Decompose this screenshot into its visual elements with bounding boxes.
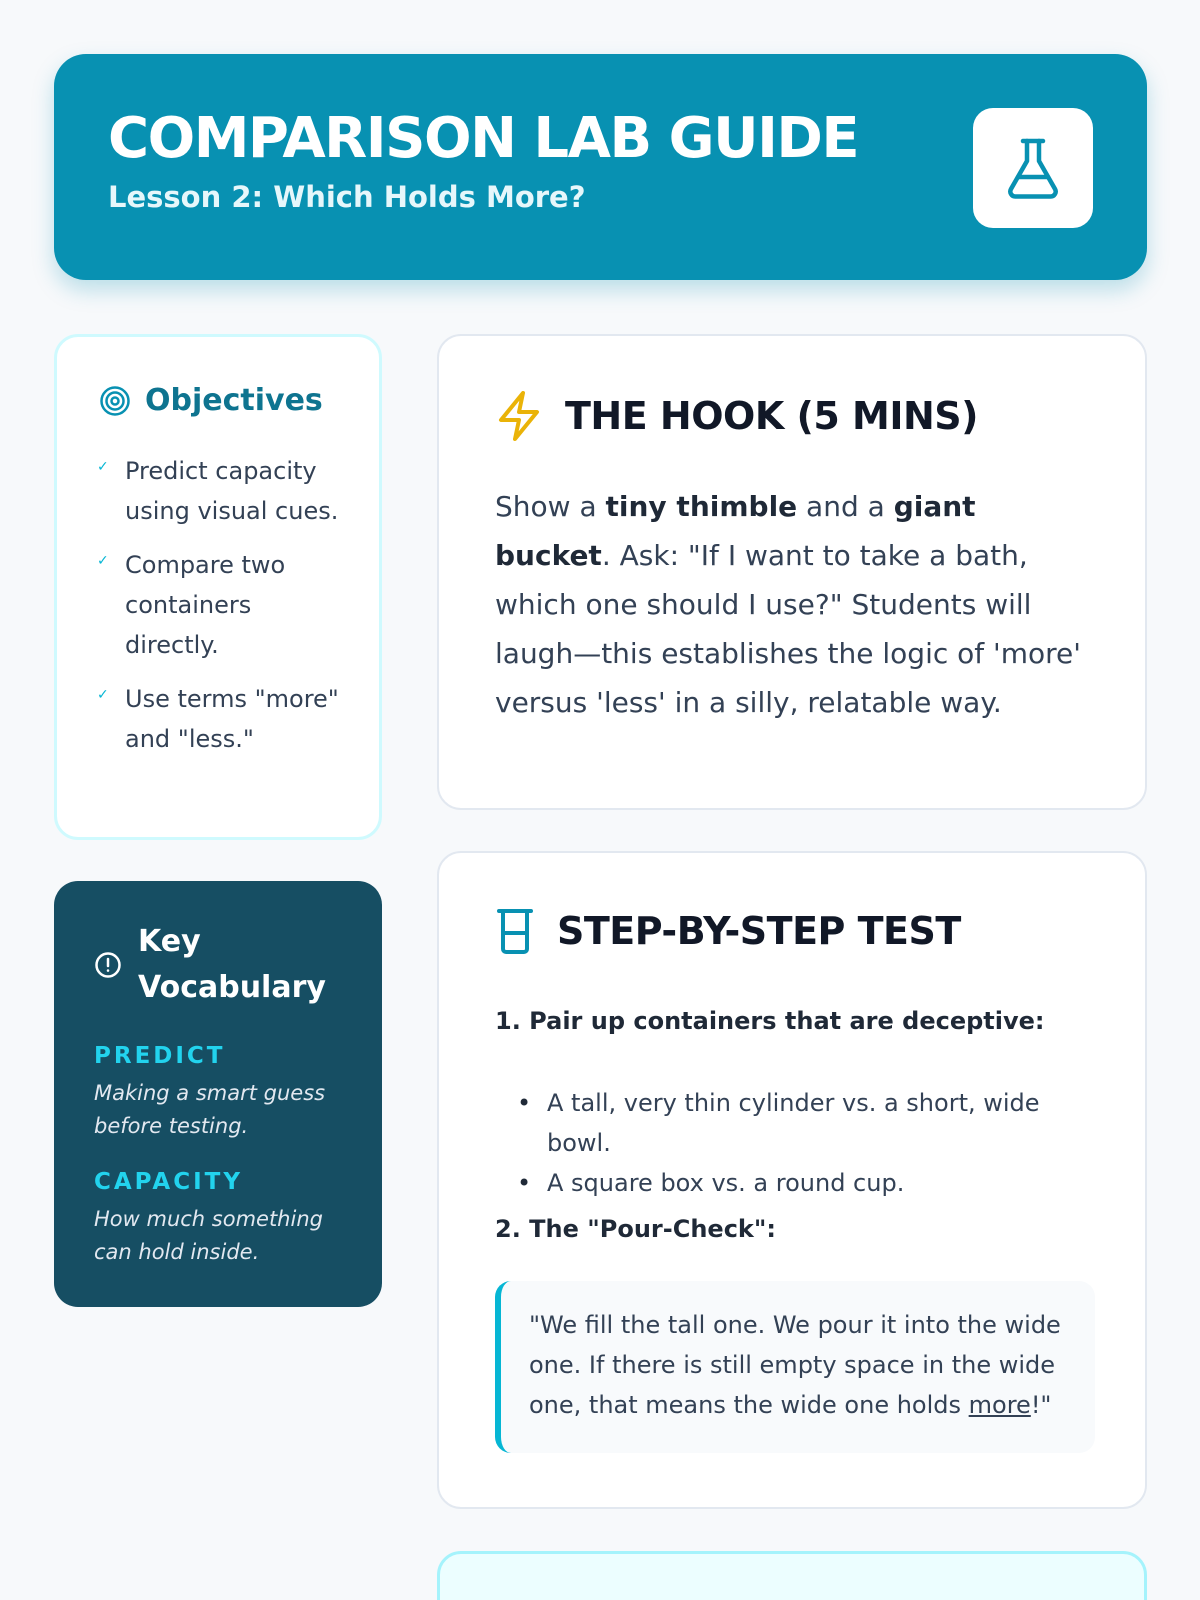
header-banner: [54, 54, 1147, 280]
steps-header: [495, 907, 961, 955]
hook-text: [495, 482, 1095, 727]
alert-circle-icon: [94, 951, 122, 979]
steps-card: [437, 851, 1147, 1509]
hook-emphasis: giant bucket: [495, 490, 976, 572]
hook-emphasis: tiny thimble: [605, 490, 798, 523]
hook-card: [437, 334, 1147, 810]
objective-text: Use terms "more" and "less.": [125, 685, 339, 753]
hook-text-part: . Ask: "If I want to take a bath, which one should I use?" Students will laugh—this establishes the logic of 'more' versus 'less' in a silly, relatable way.: [495, 539, 1081, 719]
quote-text: "We fill the tall one. We pour it into the wide one. If there is still empty space in the wide one, that means the wide one holds: [529, 1311, 1061, 1419]
target-icon: [99, 385, 131, 417]
list-item: [97, 451, 347, 531]
pour-check-quote: [495, 1281, 1095, 1453]
check-icon: ✓: [97, 687, 109, 703]
list-item: [97, 545, 347, 665]
steps-title: STEP-BY-STEP TEST: [557, 909, 961, 953]
objectives-title: Objectives: [145, 383, 323, 418]
objectives-card: [54, 334, 382, 840]
flask-icon-box: [973, 108, 1093, 228]
quote-emphasis: more: [968, 1391, 1031, 1419]
next-section-card: [437, 1551, 1147, 1600]
objective-text: Compare two containers directly.: [125, 551, 286, 659]
objective-text: Predict capacity using visual cues.: [125, 457, 339, 525]
hook-header: [495, 390, 978, 442]
step-1-label: 1. Pair up containers that are deceptive:: [495, 1007, 1045, 1035]
check-icon: ✓: [97, 553, 109, 569]
objectives-list: [97, 451, 347, 773]
hook-title: THE HOOK (5 MINS): [565, 394, 979, 438]
vocabulary-header: [94, 919, 328, 1011]
page-subtitle: Lesson 2: Which Holds More?: [108, 180, 586, 214]
vocabulary-title: Key Vocabulary: [138, 924, 326, 1005]
step-1-list: [495, 1083, 1055, 1203]
hook-text-part: Show a: [495, 490, 606, 523]
hook-text-part: and a: [797, 490, 894, 523]
vocab-definition: Making a smart guess before testing.: [94, 1081, 326, 1138]
lightning-icon: [495, 390, 543, 442]
step-2-label: 2. The "Pour-Check":: [495, 1215, 776, 1243]
vocab-definition: How much something can hold inside.: [94, 1207, 323, 1264]
vocab-term: CAPACITY: [94, 1169, 244, 1195]
flask-icon: [1005, 137, 1061, 199]
list-item: • A square box vs. a round cup.: [495, 1163, 1055, 1203]
vocabulary-card: [54, 881, 382, 1307]
quote-text: !": [1030, 1391, 1052, 1419]
list-item: [97, 679, 347, 759]
check-icon: ✓: [97, 459, 109, 475]
objectives-header: [99, 383, 323, 418]
beaker-icon: [495, 907, 535, 955]
list-item: • A tall, very thin cylinder vs. a short, wide bowl.: [495, 1083, 1055, 1163]
vocab-term: PREDICT: [94, 1043, 226, 1069]
page-title: COMPARISON LAB GUIDE: [108, 106, 859, 171]
